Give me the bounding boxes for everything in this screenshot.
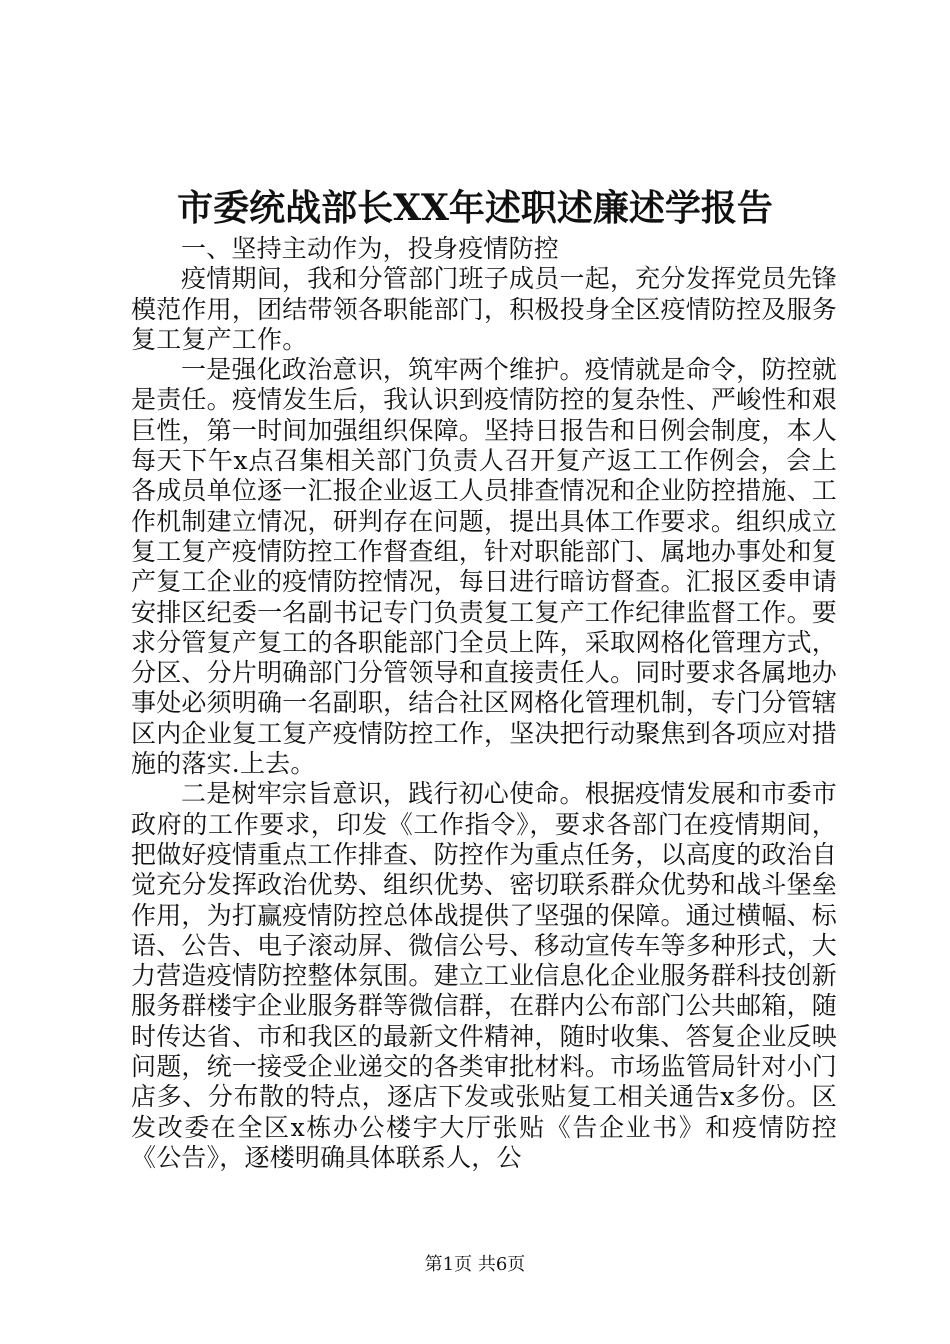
- paragraph: 疫情期间，我和分管部门班子成员一起，充分发挥党员先锋模范作用，团结带领各职能部门，积极投身全区疫情防控及服务复工复产工作。: [131, 264, 837, 354]
- document-body: [131, 234, 837, 1173]
- paragraph: 一是强化政治意识，筑牢两个维护。疫情就是命令，防控就是责任。疫情发生后，我认识到疫情防控的复杂性、严峻性和艰巨性，第一时间加强组织保障。坚持日报告和日例会制度，本人每天下午x点召集相关部门负责人召开复产返工工作例会，会上各成员单位逐一汇报企业返工人员排查情况和企业防控措施、工作机制建立情况，研判存在问题，提出具体工作要求。组织成立复工复产疫情防控工作督查组，针对职能部门、属地办事处和复产复工企业的疫情防控情况，每日进行暗访督查。汇报区委申请安排区纪委一名副书记专门负责复工复产工作纪律监督工作。要求分管复产复工的各职能部门全员上阵，采取网格化管理方式，分区、分片明确部门分管领导和直接责任人。同时要求各属地办事处必须明确一名副职，结合社区网格化管理机制，专门分管辖区内企业复工复产疫情防控工作，坚决把行动聚焦到各项应对措施的落实.上去。: [131, 355, 837, 779]
- paragraph: 二是树牢宗旨意识，践行初心使命。根据疫情发展和市委市政府的工作要求，印发《工作指令》，要求各部门在疫情期间，把做好疫情重点工作排查、防控作为重点任务，以高度的政治自觉充分发挥政治优势、组织优势、密切联系群众优势和战斗堡垒作用，为打赢疫情防控总体战提供了坚强的保障。通过横幅、标语、公告、电子滚动屏、微信公号、移动宣传车等多种形式，大力营造疫情防控整体氛围。建立工业信息化企业服务群科技创新服务群楼宇企业服务群等微信群，在群内公布部门公共邮箱，随时传达省、市和我区的最新文件精神，随时收集、答复企业反映问题，统一接受企业递交的各类审批材料。市场监管局针对小门店多、分布散的特点，逐店下发或张贴复工相关通告x多份。区发改委在全区x栋办公楼宇大厅张贴《告企业书》和疫情防控《公告》，逐楼明确具体联系人，公: [131, 779, 837, 1172]
- document-title: 市委统战部长XX年述职述廉述学报告: [177, 187, 773, 229]
- section-heading: 一、坚持主动作为，投身疫情防控: [181, 234, 560, 263]
- page-number-footer: 第1页 共6页: [424, 1254, 526, 1275]
